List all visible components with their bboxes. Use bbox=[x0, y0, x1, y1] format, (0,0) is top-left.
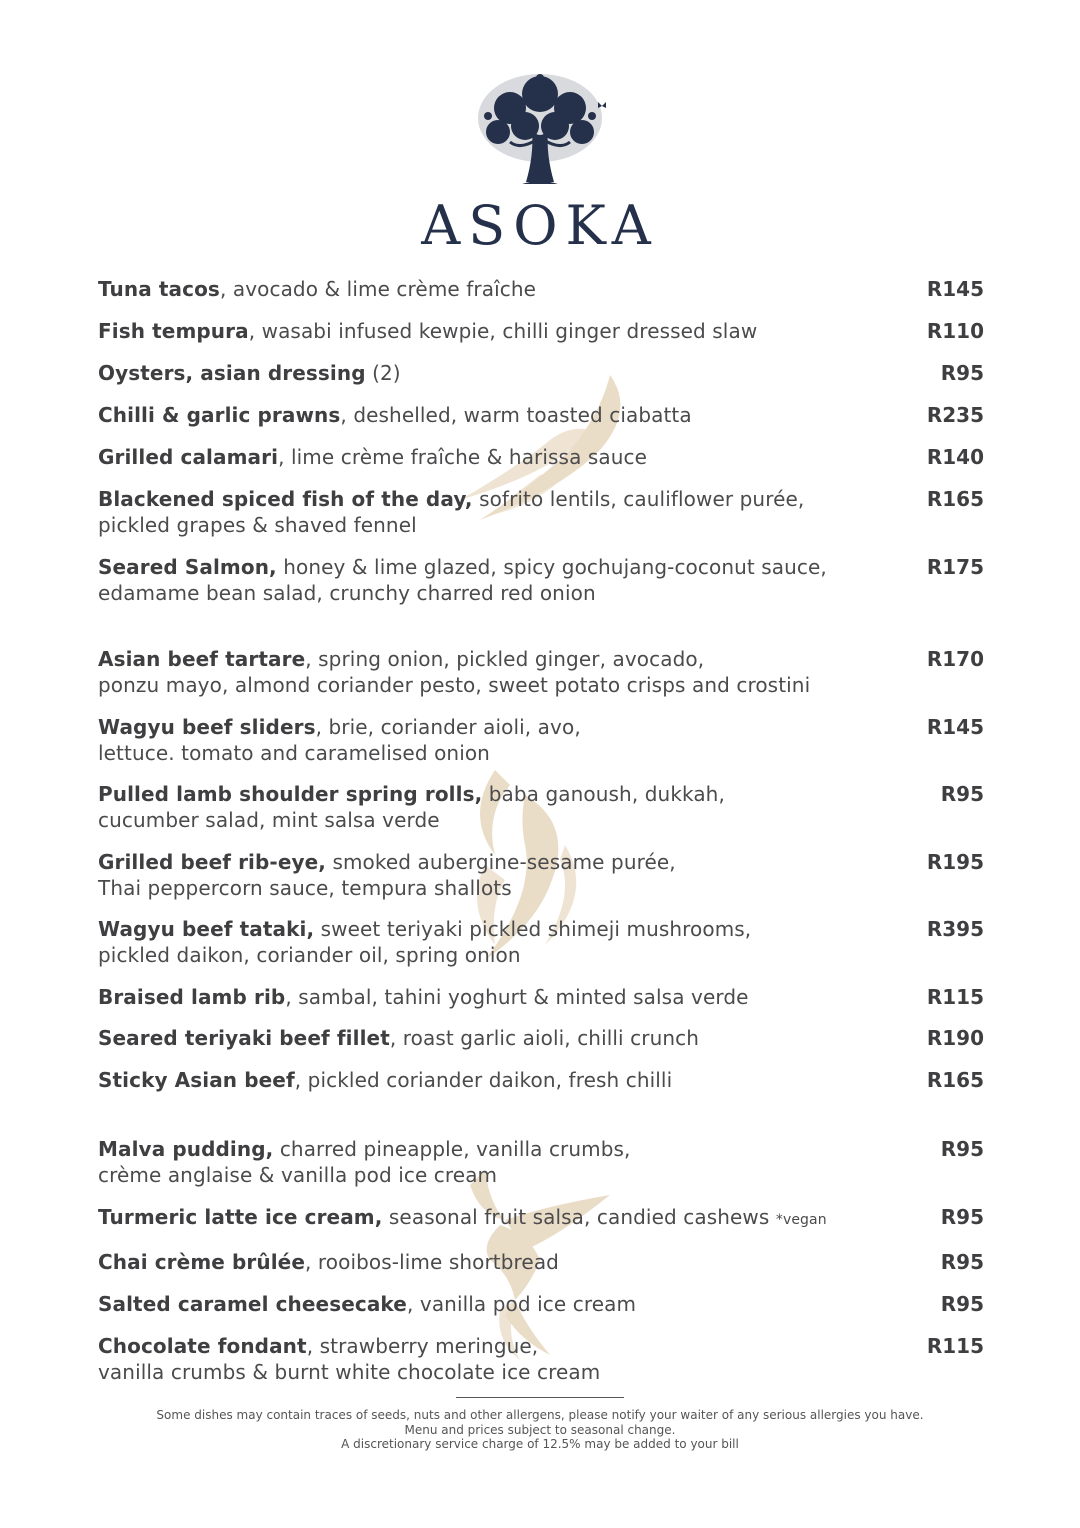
item-name: Seared teriyaki beef fillet bbox=[98, 1026, 390, 1050]
item-description: , spring onion, pickled ginger, avocado, ponzu mayo, almond coriander pesto, sweet potato crisps and crostini bbox=[98, 647, 811, 697]
allergen-note: Some dishes may contain traces of seeds, nuts and other allergens, please notify your waiter of any serious allergies you have. bbox=[156, 1408, 924, 1422]
item-price: R165 bbox=[926, 1067, 984, 1092]
menu-item bbox=[98, 1025, 984, 1051]
item-description: , wasabi infused kewpie, chilli ginger dressed slaw bbox=[248, 319, 758, 343]
item-name: Malva pudding, bbox=[98, 1137, 274, 1161]
menu-item bbox=[98, 1291, 984, 1317]
service-charge-note: A discretionary service charge of 12.5% may be added to your bill bbox=[341, 1437, 739, 1451]
item-price: R140 bbox=[926, 445, 984, 469]
item-price: R190 bbox=[926, 1026, 984, 1050]
item-name: Tuna tacos bbox=[98, 277, 220, 301]
item-name: Chocolate fondant bbox=[98, 1334, 307, 1358]
menu-item bbox=[98, 849, 984, 901]
menu-item bbox=[98, 916, 984, 968]
item-name: Chilli & garlic prawns bbox=[98, 403, 341, 427]
item-name: Wagyu beef sliders bbox=[98, 714, 316, 739]
item-description: seasonal fruit salsa, candied cashews bbox=[382, 1205, 776, 1229]
menu-item bbox=[98, 1249, 984, 1275]
item-name: Fish tempura bbox=[98, 319, 249, 343]
menu-item bbox=[98, 1136, 984, 1188]
menu-item bbox=[98, 714, 984, 766]
menu-item bbox=[98, 444, 984, 470]
menu-item bbox=[98, 646, 984, 698]
brand-name: ASOKA bbox=[421, 194, 659, 257]
item-price: R175 bbox=[926, 555, 984, 579]
item-description: charred pineapple, vanilla crumbs, crème anglaise & vanilla pod ice cream bbox=[98, 1137, 631, 1187]
vegan-note: *vegan bbox=[775, 1212, 827, 1228]
menu-section-starters bbox=[98, 276, 984, 622]
item-description: , roast garlic aioli, chilli crunch bbox=[389, 1026, 699, 1050]
item-description: smoked aubergine-sesame purée, Thai peppercorn sauce, tempura shallots bbox=[98, 849, 676, 900]
menu-section-desserts bbox=[98, 1136, 984, 1401]
item-description: , deshelled, warm toasted ciabatta bbox=[340, 403, 692, 427]
menu-item bbox=[98, 984, 984, 1010]
menu-item bbox=[98, 318, 984, 344]
item-name: Oysters, asian dressing bbox=[98, 361, 366, 385]
item-description: , lime crème fraîche & harissa sauce bbox=[278, 445, 648, 469]
item-description: , vanilla pod ice cream bbox=[406, 1292, 637, 1316]
item-name: Pulled lamb shoulder spring rolls, bbox=[98, 782, 483, 806]
item-price: R95 bbox=[940, 1250, 984, 1274]
item-price: R95 bbox=[940, 1205, 984, 1229]
item-description: honey & lime glazed, spicy gochujang-coconut sauce, edamame bean salad, crunchy charred red onion bbox=[98, 555, 827, 605]
menu-item bbox=[98, 402, 984, 428]
menu-item bbox=[98, 781, 984, 833]
item-name: Seared Salmon, bbox=[98, 555, 277, 579]
item-price: R170 bbox=[926, 647, 984, 671]
item-description: sofrito lentils, cauliflower purée, pickled grapes & shaved fennel bbox=[98, 487, 805, 537]
menu-item bbox=[98, 276, 984, 302]
item-description: (2) bbox=[365, 361, 401, 385]
item-name: Asian beef tartare bbox=[98, 647, 306, 671]
item-name: Sticky Asian beef bbox=[98, 1067, 295, 1092]
menu-item bbox=[98, 1333, 984, 1385]
item-price: R165 bbox=[926, 487, 984, 511]
item-price: R145 bbox=[926, 277, 984, 301]
item-price: R110 bbox=[926, 319, 984, 343]
pricing-note: Menu and prices subject to seasonal change. bbox=[404, 1422, 676, 1437]
item-name: Grilled calamari bbox=[98, 445, 279, 469]
item-price: R95 bbox=[940, 1137, 984, 1161]
menu-section-mains bbox=[98, 646, 984, 1108]
item-description: , strawberry meringue, vanilla crumbs & burnt white chocolate ice cream bbox=[98, 1334, 601, 1384]
menu-item bbox=[98, 1204, 984, 1233]
item-price: R95 bbox=[940, 1292, 984, 1316]
item-description: , rooibos-lime shortbread bbox=[304, 1250, 559, 1274]
item-price: R145 bbox=[926, 714, 984, 739]
item-description: , avocado & lime crème fraîche bbox=[219, 277, 537, 301]
item-name: Grilled beef rib-eye, bbox=[98, 849, 326, 874]
item-name: Chai crème brûlée bbox=[98, 1250, 305, 1274]
item-price: R95 bbox=[940, 782, 984, 806]
item-name: Salted caramel cheesecake bbox=[98, 1292, 407, 1316]
item-name: Wagyu beef tataki, bbox=[98, 917, 315, 941]
item-price: R115 bbox=[926, 1334, 984, 1358]
logo bbox=[0, 70, 1080, 256]
item-price: R395 bbox=[926, 917, 984, 941]
menu-item bbox=[98, 1067, 984, 1093]
menu-item bbox=[98, 554, 984, 606]
tree-icon bbox=[470, 70, 610, 190]
item-description: , pickled coriander daikon, fresh chilli bbox=[294, 1067, 673, 1092]
item-name: Braised lamb rib bbox=[98, 984, 286, 1009]
item-name: Turmeric latte ice cream, bbox=[98, 1205, 383, 1229]
item-price: R195 bbox=[926, 849, 984, 874]
item-price: R95 bbox=[940, 361, 984, 385]
item-description: , brie, coriander aioli, avo, lettuce. tomato and caramelised onion bbox=[98, 714, 581, 765]
item-description: baba ganoush, dukkah, cucumber salad, mint salsa verde bbox=[98, 782, 725, 832]
footer-divider bbox=[456, 1397, 624, 1398]
item-description: sweet teriyaki pickled shimeji mushrooms, pickled daikon, coriander oil, spring onion bbox=[98, 917, 752, 967]
menu-item bbox=[98, 360, 984, 386]
item-name: Blackened spiced fish of the day, bbox=[98, 487, 473, 511]
footer-notes bbox=[0, 1408, 1080, 1452]
item-description: , sambal, tahini yoghurt & minted salsa verde bbox=[285, 984, 749, 1009]
item-price: R115 bbox=[926, 984, 984, 1009]
item-price: R235 bbox=[926, 403, 984, 427]
menu-item bbox=[98, 486, 984, 538]
